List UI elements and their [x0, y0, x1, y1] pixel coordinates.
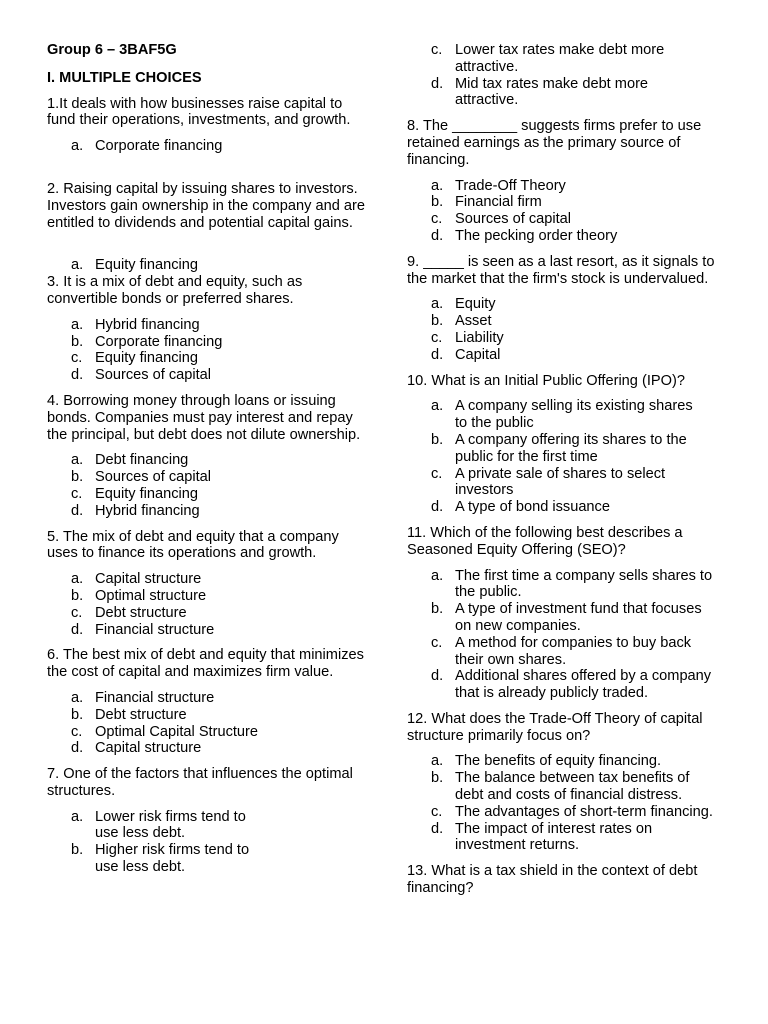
- question-11: [407, 525, 725, 702]
- choice-letter: a.: [71, 571, 84, 588]
- choice-letter: b.: [431, 770, 444, 787]
- choice-text: Capital: [455, 346, 501, 363]
- choice-text: Lower risk firms tend to use less debt.: [95, 808, 246, 842]
- choice-item: [431, 347, 725, 364]
- choice-item: [71, 571, 365, 588]
- choice-item: [71, 707, 365, 724]
- choice-text: A company selling its existing shares to the public: [455, 398, 693, 432]
- choice-item: [71, 605, 365, 622]
- choice-item: [431, 42, 685, 76]
- choice-letter: a.: [431, 398, 444, 415]
- choice-letter: a.: [431, 177, 444, 194]
- choice-letter: d.: [71, 621, 84, 638]
- question-8: [407, 118, 725, 245]
- choice-text: Equity financing: [95, 257, 199, 274]
- choice-item: [71, 588, 365, 605]
- choice-text: Higher risk firms tend to use less debt.: [95, 842, 250, 876]
- choice-letter: d.: [431, 499, 444, 516]
- choice-list: [431, 568, 721, 702]
- choice-letter: b.: [71, 842, 84, 859]
- question-9: [407, 254, 725, 364]
- section-heading: I. MULTIPLE CHOICES: [47, 69, 202, 86]
- choice-letter: d.: [431, 346, 444, 363]
- choice-item: [71, 452, 365, 469]
- choice-letter: d.: [431, 227, 444, 244]
- choice-item: [431, 466, 701, 500]
- choice-text: Capital structure: [95, 740, 202, 757]
- choice-letter: a.: [431, 567, 444, 584]
- choice-text: Corporate financing: [95, 138, 223, 155]
- choice-item: [431, 194, 725, 211]
- choice-letter: c.: [431, 634, 443, 651]
- choice-item: [431, 668, 721, 702]
- choice-list: [71, 571, 365, 638]
- choice-list: [71, 317, 365, 384]
- choice-text: A company offering its shares to the public for the first time: [455, 431, 687, 465]
- question-text: 5. The mix of debt and equity that a company uses to finance its operations and growth.: [47, 528, 339, 562]
- choice-list-continued: [431, 42, 685, 109]
- choice-list: [71, 138, 365, 155]
- choice-text: The benefits of equity financing.: [455, 753, 662, 770]
- choice-text: Lower tax rates make debt more attractive.: [455, 42, 665, 75]
- choice-text: Equity financing: [95, 485, 199, 502]
- question-10: [407, 373, 725, 516]
- choice-letter: b.: [431, 313, 444, 330]
- choice-item: [431, 296, 725, 313]
- choice-text: Financial structure: [95, 689, 215, 706]
- choice-item: [431, 76, 685, 110]
- choice-text: A method for companies to buy back their own shares.: [455, 634, 692, 668]
- choice-text: Financial structure: [95, 621, 215, 638]
- question-text: 12. What does the Trade-Off Theory of capital structure primarily focus on?: [407, 710, 703, 744]
- choice-letter: a.: [71, 452, 84, 469]
- choice-item: [71, 740, 365, 757]
- choice-item: [71, 622, 365, 639]
- choice-text: Asset: [455, 313, 492, 330]
- choice-list: [71, 690, 365, 757]
- choice-letter: a.: [71, 808, 84, 825]
- choice-letter: d.: [71, 740, 84, 757]
- choice-letter: c.: [431, 329, 443, 346]
- choice-item: [71, 350, 365, 367]
- choice-letter: a.: [71, 138, 84, 155]
- question-text: 7. One of the factors that influences the optimal structures.: [47, 766, 353, 799]
- choice-text: Additional shares offered by a company that is already publicly traded.: [455, 668, 712, 702]
- choice-text: Hybrid financing: [95, 316, 200, 333]
- choice-item: [431, 330, 725, 347]
- choice-letter: a.: [71, 257, 84, 274]
- question-4: [47, 393, 365, 520]
- choice-text: Financial firm: [455, 194, 542, 211]
- left-column: [47, 42, 365, 876]
- choice-list: [431, 296, 725, 363]
- choice-letter: b.: [431, 431, 444, 448]
- choice-letter: c.: [431, 465, 443, 482]
- choice-item: [71, 469, 365, 486]
- choice-text: Equity financing: [95, 350, 199, 367]
- choice-text: Sources of capital: [95, 469, 212, 486]
- question-text: 9. _____ is seen as a last resort, as it signals to the market that the firm's stock is undervalued.: [407, 253, 715, 287]
- choice-text: Debt structure: [95, 604, 187, 621]
- choice-letter: b.: [71, 587, 84, 604]
- question-text: 2. Raising capital by issuing shares to investors. Investors gain ownership in the company and are entitled to dividends and potential capital gains.: [47, 180, 366, 231]
- choice-list: [71, 257, 365, 274]
- choice-item: [71, 809, 271, 843]
- choice-text: Mid tax rates make debt more attractive.: [455, 75, 649, 109]
- choice-text: Trade-Off Theory: [455, 177, 566, 194]
- choice-letter: c.: [431, 803, 443, 820]
- choice-letter: d.: [431, 820, 444, 837]
- question-1: [47, 96, 365, 155]
- choice-letter: a.: [431, 753, 444, 770]
- question-2: [47, 181, 365, 274]
- choice-item: [431, 499, 701, 516]
- choice-text: The impact of interest rates on investment returns.: [455, 820, 653, 854]
- question-12: [407, 711, 725, 854]
- choice-letter: c.: [431, 42, 443, 58]
- choice-item: [71, 690, 365, 707]
- choice-letter: c.: [71, 485, 83, 502]
- question-13: [407, 863, 725, 897]
- question-7: [47, 766, 365, 876]
- question-text: 11. Which of the following best describes a Seasoned Equity Offering (SEO)?: [407, 524, 683, 558]
- choice-text: Debt financing: [95, 452, 189, 469]
- question-text: 10. What is an Initial Public Offering (IPO)?: [407, 372, 685, 389]
- question-text: 1.It deals with how businesses raise capital to fund their operations, investments, and growth.: [47, 95, 351, 129]
- choice-item: [71, 486, 365, 503]
- choice-letter: b.: [431, 601, 444, 618]
- choice-item: [71, 842, 271, 876]
- choice-letter: a.: [431, 296, 444, 313]
- choice-item: [431, 178, 725, 195]
- group-heading: Group 6 – 3BAF5G: [47, 42, 177, 58]
- choice-item: [431, 601, 721, 635]
- choice-item: [71, 367, 365, 384]
- choice-item: [431, 313, 725, 330]
- choice-item: [431, 398, 701, 432]
- choice-text: Capital structure: [95, 571, 202, 588]
- question-text: 8. The ________ suggests firms prefer to use retained earnings as the primary source of financing.: [407, 118, 702, 168]
- choice-item: [431, 804, 721, 821]
- choice-item: [431, 211, 725, 228]
- choice-item: [431, 568, 721, 602]
- choice-item: [431, 432, 701, 466]
- choice-item: [431, 635, 721, 669]
- choice-letter: d.: [431, 75, 444, 92]
- choice-letter: c.: [431, 211, 443, 228]
- choice-item: [71, 138, 365, 155]
- question-text: 4. Borrowing money through loans or issuing bonds. Companies must pay interest and repay the principal, but debt does not dilute ownership.: [47, 392, 361, 443]
- choice-list: [71, 452, 365, 519]
- choice-text: A type of investment fund that focuses on new companies.: [455, 601, 702, 634]
- choice-letter: b.: [71, 706, 84, 723]
- choice-text: Liability: [455, 329, 504, 346]
- choice-text: The pecking order theory: [455, 227, 618, 244]
- choice-text: Debt structure: [95, 706, 187, 723]
- choice-item: [71, 334, 365, 351]
- choice-item: [71, 317, 365, 334]
- choice-item: [71, 257, 365, 274]
- choice-letter: c.: [71, 723, 83, 740]
- choice-text: Equity: [455, 296, 496, 313]
- choice-letter: c.: [71, 604, 83, 621]
- choice-text: The balance between tax benefits of debt and costs of financial distress.: [455, 770, 690, 804]
- question-3: [47, 274, 365, 384]
- choice-letter: a.: [71, 316, 84, 333]
- choice-item: [431, 821, 721, 855]
- choice-letter: d.: [431, 668, 444, 685]
- choice-letter: b.: [71, 469, 84, 486]
- choice-letter: d.: [71, 502, 84, 519]
- choice-list: [431, 178, 725, 245]
- choice-item: [431, 770, 721, 804]
- question-text: 13. What is a tax shield in the context of debt financing?: [407, 863, 698, 897]
- choice-text: A private sale of shares to select investors: [455, 465, 666, 499]
- choice-text: The first time a company sells shares to the public.: [455, 567, 713, 601]
- choice-item: [71, 724, 365, 741]
- question-6: [47, 647, 365, 757]
- choice-text: Sources of capital: [95, 367, 212, 384]
- choice-item: [431, 753, 721, 770]
- question-text: 3. It is a mix of debt and equity, such as convertible bonds or preferred shares.: [47, 274, 303, 307]
- choice-text: Sources of capital: [455, 211, 572, 228]
- choice-item: [71, 503, 365, 520]
- choice-letter: c.: [71, 350, 83, 367]
- choice-text: Optimal structure: [95, 587, 207, 604]
- choice-letter: a.: [71, 689, 84, 706]
- choice-letter: b.: [71, 333, 84, 350]
- choice-text: Corporate financing: [95, 333, 223, 350]
- choice-item: [431, 228, 725, 245]
- choice-text: Hybrid financing: [95, 502, 200, 519]
- question-text: 6. The best mix of debt and equity that minimizes the cost of capital and maximizes firm value.: [47, 647, 364, 681]
- choice-text: The advantages of short-term financing.: [455, 803, 713, 820]
- right-column: [407, 42, 725, 897]
- choice-list: [431, 753, 721, 854]
- choice-text: A type of bond issuance: [455, 499, 610, 516]
- choice-letter: d.: [71, 367, 84, 384]
- choice-list: [431, 398, 701, 516]
- question-5: [47, 529, 365, 639]
- choice-letter: b.: [431, 194, 444, 211]
- choice-list: [71, 809, 271, 876]
- choice-text: Optimal Capital Structure: [95, 723, 259, 740]
